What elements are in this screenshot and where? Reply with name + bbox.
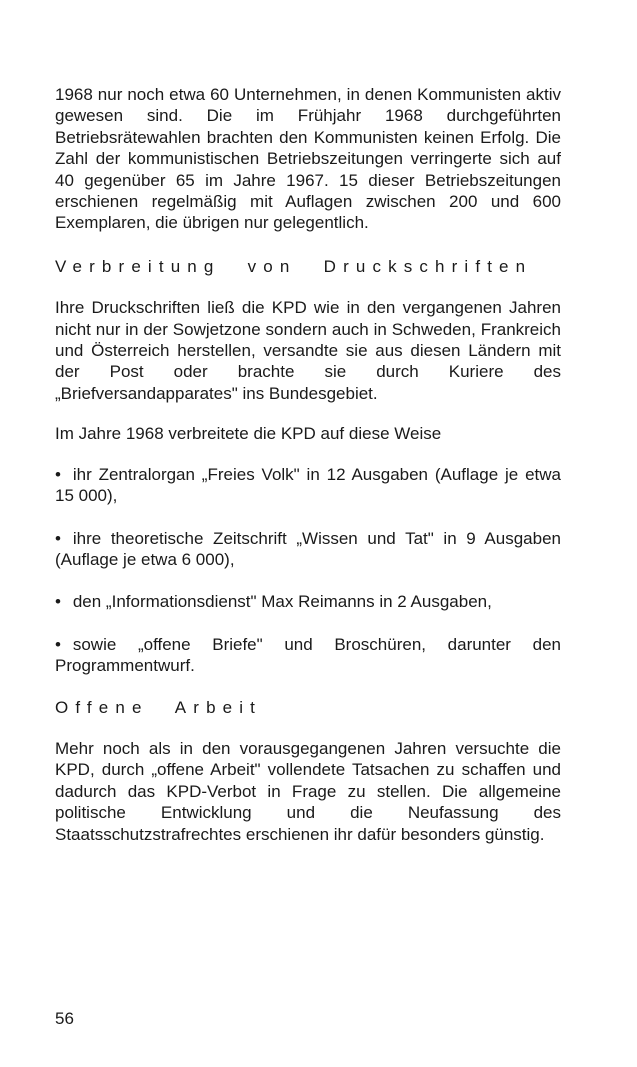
list-item-text: den „Informationsdienst" Max Reimanns in 2 Ausgaben, bbox=[72, 592, 492, 612]
section-heading-verbreitung: Verbreitung von Druckschriften bbox=[55, 256, 533, 276]
list-item bbox=[55, 464, 561, 507]
paragraph-betriebsraetewahlen: 1968 nur noch etwa 60 Unternehmen, in denen Kommunisten aktiv gewesen sind. Die im Frühjahr 1968 durchgeführten Betriebsrätewahlen brachten den Kommunisten keinen Erfolg. Die Zahl der kommunistischen Betriebszeitungen verringerte sich auf 40 gegenüber 65 im Jahre 1967. 15 dieser Betriebszeitungen erschienen regelmäßig mit Auflagen zwischen 200 und 600 Exemplaren, die übrigen nur gelegentlich. bbox=[55, 85, 561, 233]
list-item-text: ihre theoretische Zeitschrift „Wissen und Tat" in 9 Ausgaben (Auflage je etwa 6 000), bbox=[55, 528, 561, 569]
bullet-marker: • bbox=[55, 634, 61, 654]
paragraph-druckschriften: Ihre Druckschriften ließ die KPD wie in den vergangenen Jahren nicht nur in der Sowjetzone sondern auch in Schweden, Frankreich und Österreich herstellen, versandte sie aus diesen Ländern mit der Post oder brachte sie durch Kuriere des „Briefversandapparates" ins Bundesgebiet. bbox=[55, 298, 561, 403]
section-heading-offene-arbeit: Offene Arbeit bbox=[55, 697, 263, 717]
list-item-text: ihr Zentralorgan „Freies Volk" in 12 Ausgaben (Auflage je etwa 15 000), bbox=[55, 464, 561, 506]
bullet-marker: • bbox=[55, 528, 61, 548]
list-item bbox=[55, 634, 561, 677]
list-item-text: sowie „offene Briefe" und Broschüren, darunter den Programmentwurf. bbox=[55, 634, 561, 676]
paragraph-verbreitung-1968: Im Jahre 1968 verbreitete die KPD auf diese Weise bbox=[55, 424, 442, 444]
bullet-marker: • bbox=[55, 592, 61, 612]
paragraph-offene-arbeit: Mehr noch als in den vorausgegangenen Jahren versuchte die KPD, durch „offene Arbeit" vollendete Tatsachen zu schaffen und dadurch das KPD-Verbot in Frage zu stellen. Die allgemeine politische Entwicklung und die Neufassung des Staatsschutzstrafrechtes erschienen ihr dafür besonders günstig. bbox=[55, 738, 561, 844]
list-item bbox=[55, 591, 561, 612]
document-page bbox=[55, 84, 561, 845]
list-item bbox=[55, 528, 561, 571]
bullet-marker: • bbox=[55, 464, 61, 484]
page-number: 56 bbox=[55, 1009, 74, 1028]
